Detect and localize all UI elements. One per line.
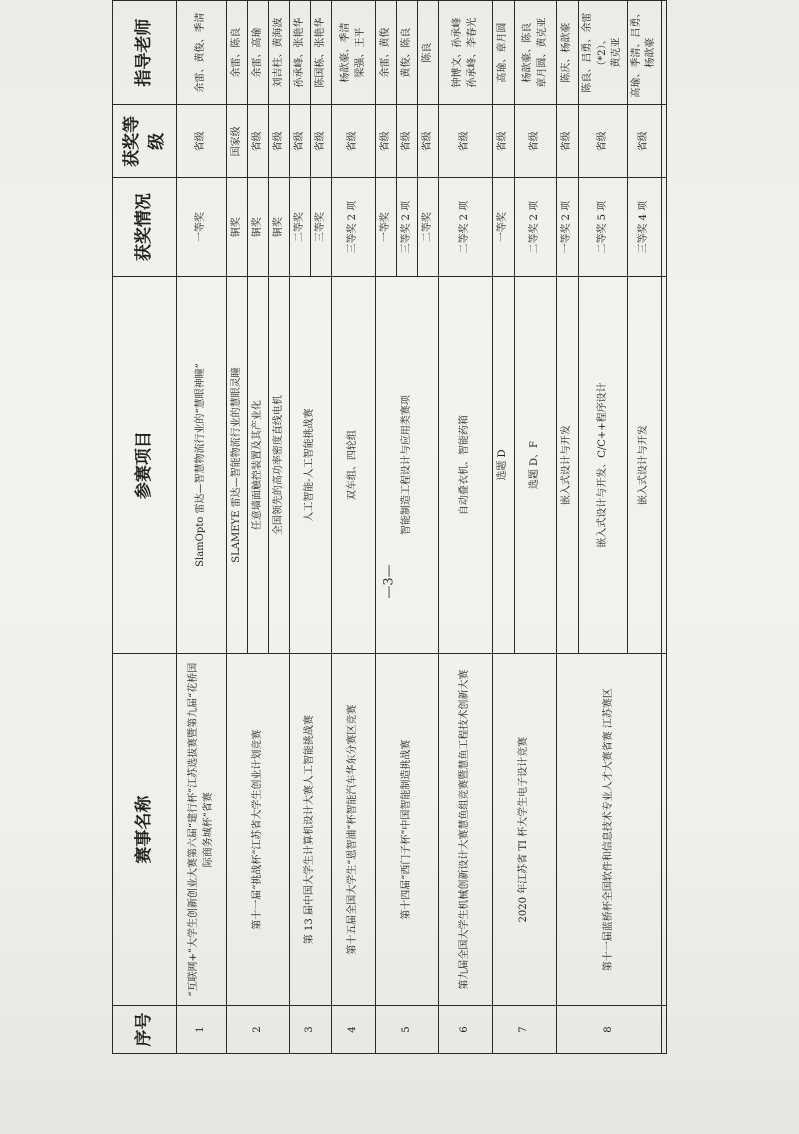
award-cell: 一等奖 2 项	[557, 178, 579, 277]
seq-cell: 3	[290, 1006, 332, 1054]
level-cell: 省级	[397, 105, 418, 178]
teacher-cell	[439, 1, 493, 105]
project-cell: 嵌入式设计与开发	[627, 276, 661, 653]
header-competition: 赛事名称	[113, 654, 177, 1006]
project-cell: 嵌入式设计与开发	[557, 276, 579, 653]
seq-cell: 2	[227, 1006, 290, 1054]
teacher-line: 钟博文、孙承峰	[452, 17, 463, 88]
table-row	[493, 1, 515, 1054]
teacher-cell: 高瑜、章月圆	[493, 1, 515, 105]
level-cell: 省级	[579, 105, 628, 178]
header-teacher: 指导老师	[113, 1, 177, 105]
award-cell: 二等奖 5 项	[579, 178, 628, 277]
level-cell: 省级	[515, 105, 557, 178]
teacher-cell: 陈良	[418, 1, 439, 105]
level-cell: 省级	[290, 105, 311, 178]
competition-cell: 第十四届“西门子杯”中国智能制造挑战赛	[376, 654, 439, 1006]
project-cell: SLAMEYE 雷达—智能物流行业的慧眼灵瞳	[227, 276, 248, 653]
seq-cell: 8	[557, 1006, 662, 1054]
empty-cell	[661, 1, 666, 105]
competition-cell: 第 13 届中国大学生计算机设计大赛人工智能挑战赛	[290, 654, 332, 1006]
teacher-line: 杨歆豪、陈良	[522, 22, 533, 83]
project-cell: SlamOpto 雷达—智慧物流行业的“慧眼神瞳”	[177, 276, 227, 653]
level-cell: 省级	[557, 105, 579, 178]
table-row	[439, 1, 493, 1054]
project-cell: 选题 D、F	[515, 276, 557, 653]
header-award: 获奖情况	[113, 178, 177, 277]
level-cell: 省级	[248, 105, 269, 178]
award-cell: 二等奖	[418, 178, 439, 277]
competition-cell: “互联网+”大学生创新创业大赛第六届“建行杯”江苏选拔赛暨第九届“花桥国际商务城杯”省赛	[177, 654, 227, 1006]
project-cell: 嵌入式设计与开发、C/C++程序设计	[579, 276, 628, 653]
teacher-cell: 陈国栋、张艳华	[311, 1, 332, 105]
teacher-cell	[579, 1, 628, 105]
teacher-line: 孙承峰、李春光	[466, 17, 478, 88]
award-cell: 铜奖	[269, 178, 290, 277]
award-cell: 一等奖	[376, 178, 397, 277]
awards-table	[112, 0, 667, 1054]
seq-cell: 4	[332, 1006, 376, 1054]
project-cell: 人工智能-人工智能挑战赛	[290, 276, 332, 653]
level-cell: 省级	[627, 105, 661, 178]
award-cell: 三等奖 2 项	[332, 178, 376, 277]
project-cell: 自动叠衣机、智能药箱	[439, 276, 493, 653]
award-cell: 三等奖 2 项	[397, 178, 418, 277]
competition-cell: 第十五届全国大学生“恩智浦”杯智能汽车华东分赛区竞赛	[332, 654, 376, 1006]
teacher-line: 梁强、王平	[354, 27, 366, 78]
table-row	[177, 1, 227, 1054]
level-cell: 省级	[493, 105, 515, 178]
award-cell: 二等奖 2 项	[515, 178, 557, 277]
award-cell: 三等奖 4 项	[627, 178, 661, 277]
award-cell: 三等奖	[311, 178, 332, 277]
empty-cell	[661, 276, 666, 653]
table-row	[332, 1, 376, 1054]
teacher-cell: 余雷、高瑜	[248, 1, 269, 105]
competition-cell: 第十一届蓝桥杯全国软件和信息技术专业人才大赛省赛 江苏赛区	[557, 654, 662, 1006]
teacher-cell: 余雷、黄俊	[376, 1, 397, 105]
table-header-row	[113, 1, 177, 1054]
table-row	[557, 1, 579, 1054]
table-row	[227, 1, 248, 1054]
award-cell: 二等奖 2 项	[439, 178, 493, 277]
project-cell: 选题 D	[493, 276, 515, 653]
competition-cell: 2020 年江苏省 TI 杯大学生电子设计竞赛	[493, 654, 557, 1006]
level-cell: 省级	[269, 105, 290, 178]
empty-cell	[661, 105, 666, 178]
empty-cell	[661, 654, 666, 1006]
table-row	[290, 1, 311, 1054]
teacher-cell: 陈庆、杨歆豪	[557, 1, 579, 105]
level-cell: 省级	[439, 105, 493, 178]
seq-cell: 5	[376, 1006, 439, 1054]
teacher-cell: 高瑜、季清、吕勇、杨歆豪	[627, 1, 661, 105]
award-cell: 铜奖	[248, 178, 269, 277]
empty-row	[661, 1, 666, 1054]
teacher-cell: 黄俊、陈良	[397, 1, 418, 105]
rotated-table-wrapper	[112, 0, 660, 1054]
teacher-cell: 余雷、黄俊、季清	[177, 1, 227, 105]
project-cell: 智能制造工程设计与应用类赛项	[376, 276, 439, 653]
award-cell: 一等奖	[493, 178, 515, 277]
project-cell: 任意墙面触控装置及其产业化	[248, 276, 269, 653]
teacher-line: 杨歆豪、季清	[340, 22, 351, 83]
award-cell: 铜奖	[227, 178, 248, 277]
teacher-cell	[515, 1, 557, 105]
header-level: 获奖等级	[113, 105, 177, 178]
level-cell: 省级	[177, 105, 227, 178]
empty-cell	[661, 1006, 666, 1054]
header-project: 参赛项目	[113, 276, 177, 653]
teacher-cell: 刘吉柱、黄海波	[269, 1, 290, 105]
teacher-cell: 余雷、陈良	[227, 1, 248, 105]
project-cell: 双车组、四轮组	[332, 276, 376, 653]
page-number: —3—	[381, 564, 397, 599]
teacher-line: 黄克亚	[611, 37, 622, 68]
teacher-cell	[332, 1, 376, 105]
award-cell: 二等奖	[290, 178, 311, 277]
teacher-cell: 孙承峰、张艳华	[290, 1, 311, 105]
empty-cell	[661, 178, 666, 277]
level-cell: 省级	[332, 105, 376, 178]
level-cell: 省级	[311, 105, 332, 178]
level-cell: 省级	[418, 105, 439, 178]
award-cell: 一等奖	[177, 178, 227, 277]
project-cell: 全国领先的高功率密度直线电机	[269, 276, 290, 653]
teacher-line: 陈良、吕勇、余雷（*2）、	[582, 12, 608, 93]
seq-cell: 1	[177, 1006, 227, 1054]
seq-cell: 6	[439, 1006, 493, 1054]
seq-cell: 7	[493, 1006, 557, 1054]
level-cell: 省级	[376, 105, 397, 178]
competition-cell: 第十一届“挑战杯”江苏省大学生创业计划竞赛	[227, 654, 290, 1006]
table-row	[376, 1, 397, 1054]
level-cell: 国家级	[227, 105, 248, 178]
competition-cell: 第九届全国大学生机械创新设计大赛慧鱼组竞赛暨慧鱼工程技术创新大赛	[439, 654, 493, 1006]
header-seq: 序号	[113, 1006, 177, 1054]
teacher-line: 章月圆、黄克亚	[536, 17, 548, 88]
